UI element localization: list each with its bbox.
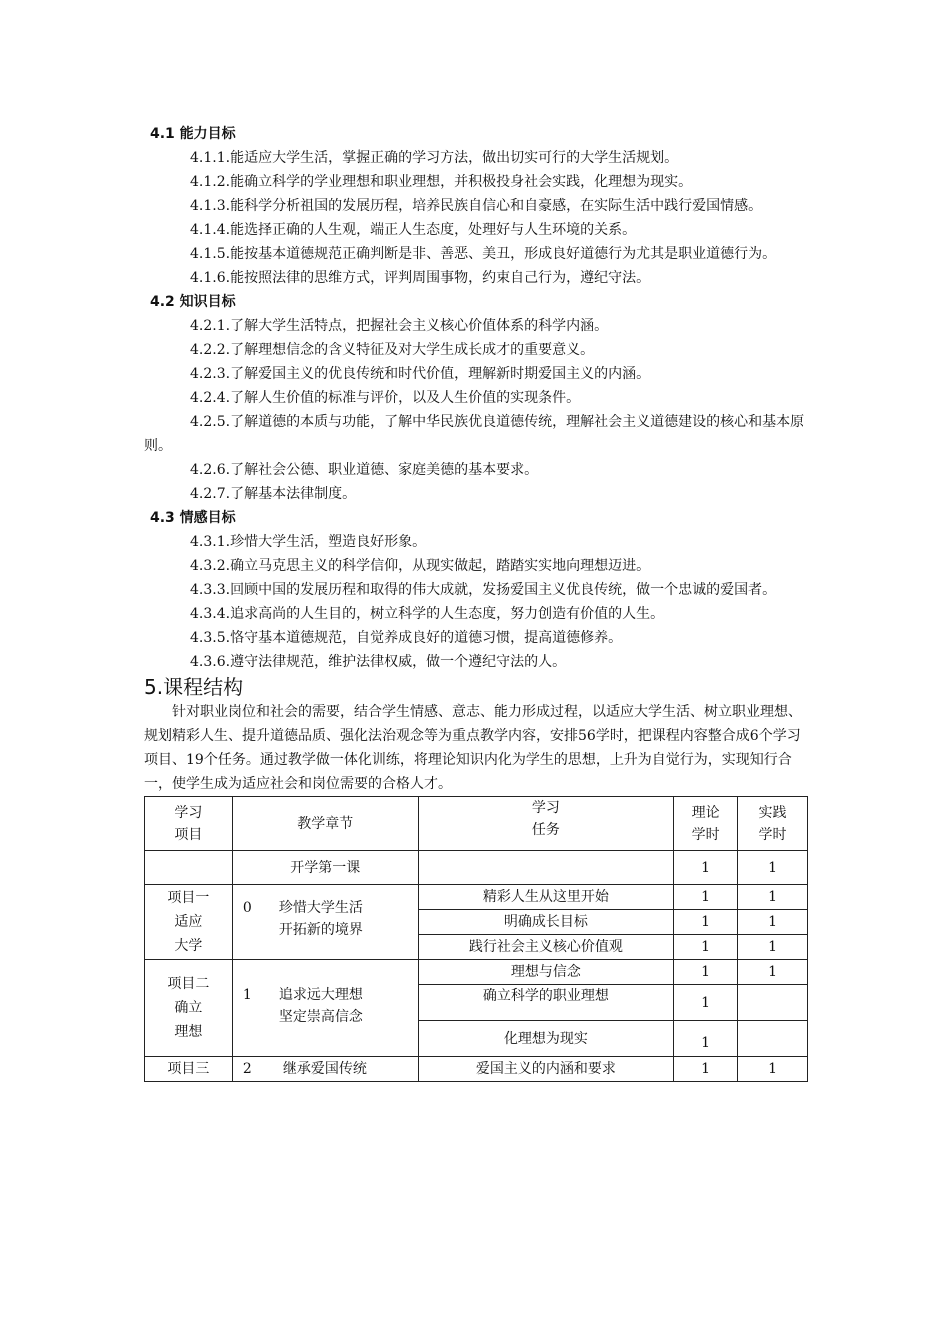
- practice-cell: 1: [738, 1057, 808, 1082]
- objective-item: 4.3.3.回顾中国的发展历程和取得的伟大成就，发扬爱国主义优良传统，做一个忠诚的爱国者。: [190, 582, 777, 598]
- project-cell: 项目二 确立 理想: [145, 960, 233, 1057]
- chapter-number: 0: [242, 900, 252, 916]
- objective-item: 4.2.1.了解大学生活特点，把握社会主义核心价值体系的科学内涵。: [190, 318, 609, 334]
- theory-cell: 1: [674, 1021, 738, 1057]
- objective-item: 4.3.4.追求高尚的人生目的，树立科学的人生态度，努力创造有价值的人生。: [190, 606, 665, 622]
- objective-item: 4.2.5.了解道德的本质与功能，了解中华民族优良道德传统，理解社会主义道德建设的核心和基本原则。: [144, 414, 805, 454]
- header-chapter: 教学章节: [232, 797, 418, 851]
- section-4-3-heading: 4.3 情感目标: [150, 510, 236, 526]
- document-page: [144, 122, 808, 1082]
- objective-item: 4.3.1.珍惜大学生活，塑造良好形象。: [190, 534, 427, 550]
- chapter-number: 1: [242, 987, 252, 1003]
- header-task: 学习 任务: [418, 797, 674, 851]
- objective-item: 4.3.2.确立马克思主义的科学信仰，从现实做起，踏踏实实地向理想迈进。: [190, 558, 651, 574]
- table-row: [145, 1057, 808, 1082]
- header-theory-hours: 理论 学时: [674, 797, 738, 851]
- task-cell: 确立科学的职业理想: [418, 985, 674, 1021]
- header-project: 学习 项目: [145, 797, 233, 851]
- objective-item: 4.1.2.能确立科学的学业理想和职业理想，并积极投身社会实践，化理想为现实。: [190, 174, 693, 190]
- section-4-2-heading: 4.2 知识目标: [150, 294, 236, 310]
- task-cell: 化理想为现实: [418, 1021, 674, 1057]
- table-row: [145, 960, 808, 985]
- objective-item: 4.1.3.能科学分析祖国的发展历程，培养民族自信心和自豪感，在实际生活中践行爱国情感。: [190, 198, 763, 214]
- header-practice-hours: 实践 学时: [738, 797, 808, 851]
- practice-cell: 1: [738, 885, 808, 910]
- task-cell: 明确成长目标: [418, 910, 674, 935]
- objective-item: 4.1.4.能选择正确的人生观，端正人生态度，处理好与人生环境的关系。: [190, 222, 637, 238]
- section-5-heading: 5.课程结构: [144, 675, 244, 699]
- task-cell: 爱国主义的内涵和要求: [418, 1057, 674, 1082]
- table-header-row: [145, 797, 808, 851]
- objective-item: 4.2.6.了解社会公德、职业道德、家庭美德的基本要求。: [190, 462, 539, 478]
- project-cell: 项目一 适应 大学: [145, 885, 233, 960]
- task-cell: 理想与信念: [418, 960, 674, 985]
- objective-item: 4.1.1.能适应大学生活，掌握正确的学习方法，做出切实可行的大学生活规划。: [190, 150, 679, 166]
- practice-cell: 1: [738, 910, 808, 935]
- task-cell: 精彩人生从这里开始: [418, 885, 674, 910]
- task-cell: [418, 851, 674, 885]
- objective-item: 4.2.2.了解理想信念的含义特征及对大学生成长成才的重要意义。: [190, 342, 595, 358]
- chapter-cell: 1 追求远大理想 坚定崇高信念: [232, 960, 418, 1057]
- practice-cell: 1: [738, 935, 808, 960]
- objective-item: 4.1.5.能按基本道德规范正确判断是非、善恶、美丑，形成良好道德行为尤其是职业道德行为。: [190, 246, 777, 262]
- table-row: [145, 885, 808, 910]
- practice-cell: [738, 985, 808, 1021]
- objective-item: 4.2.4.了解人生价值的标准与评价，以及人生价值的实现条件。: [190, 390, 581, 406]
- practice-cell: 1: [738, 960, 808, 985]
- practice-cell: 1: [738, 851, 808, 885]
- theory-cell: 1: [674, 1057, 738, 1082]
- section-4-1-heading: 4.1 能力目标: [150, 126, 236, 142]
- chapter-number: 2: [242, 1061, 252, 1077]
- objective-item: 4.3.6.遵守法律规范，维护法律权威，做一个遵纪守法的人。: [190, 654, 567, 670]
- theory-cell: 1: [674, 910, 738, 935]
- objective-item: 4.2.7.了解基本法律制度。: [190, 486, 357, 502]
- objective-item: 4.2.3.了解爱国主义的优良传统和时代价值，理解新时期爱国主义的内涵。: [190, 366, 651, 382]
- task-cell: 践行社会主义核心价值观: [418, 935, 674, 960]
- objective-item: 4.1.6.能按照法律的思维方式，评判周围事物，约束自己行为，遵纪守法。: [190, 270, 651, 286]
- theory-cell: 1: [674, 851, 738, 885]
- project-cell: [145, 851, 233, 885]
- chapter-cell: 2 继承爱国传统: [232, 1057, 418, 1082]
- chapter-cell: 开学第一课: [232, 851, 418, 885]
- course-structure-intro: 针对职业岗位和社会的需要，结合学生情感、意志、能力形成过程，以适应大学生活、树立职业理想、规划精彩人生、提升道德品质、强化法治观念等为重点教学内容，安排56学时，把课程内容整合成6个学习项目、19个任务。通过教学做一体化训练，将理论知识内化为学生的思想，上升为自觉行为，实现知行合一，使学生成为适应社会和岗位需要的合格人才。: [144, 704, 802, 792]
- chapter-cell: 0 珍惜大学生活 开拓新的境界: [232, 885, 418, 960]
- theory-cell: 1: [674, 985, 738, 1021]
- table-row: [145, 851, 808, 885]
- theory-cell: 1: [674, 935, 738, 960]
- course-structure-table: [144, 796, 808, 1082]
- project-cell: 项目三: [145, 1057, 233, 1082]
- theory-cell: 1: [674, 885, 738, 910]
- theory-cell: 1: [674, 960, 738, 985]
- practice-cell: [738, 1021, 808, 1057]
- objective-item: 4.3.5.恪守基本道德规范，自觉养成良好的道德习惯，提高道德修养。: [190, 630, 623, 646]
